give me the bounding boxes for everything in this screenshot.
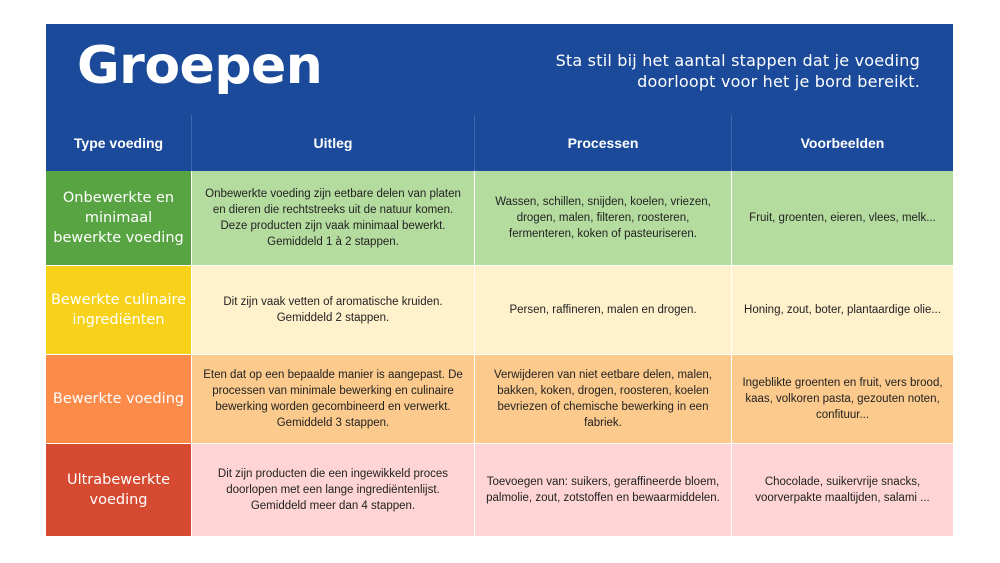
row-uitleg-onbewerkt: Onbewerkte voeding zijn eetbare delen van platen en dieren die rechtstreeks uit de natuur komen. Deze producten zijn vaak minimaal bewerkt. Gemiddeld 1 à 2 stappen.	[192, 171, 475, 266]
row-processen-onbewerkt: Wassen, schillen, snijden, koelen, vriezen, drogen, malen, filteren, roosteren, fermenteren, koken of pasteuriseren.	[475, 171, 732, 266]
groepen-card	[46, 24, 953, 539]
row-voorbeelden-bewerkt: Ingeblikte groenten en fruit, vers brood, kaas, volkoren pasta, gezouten noten, confituur...	[732, 355, 953, 444]
row-type-culinair: Bewerkte culinaire ingrediënten	[46, 266, 192, 355]
row-type-ultrabewerkt: Ultrabewerkte voeding	[46, 444, 192, 537]
row-processen-bewerkt: Verwijderen van niet eetbare delen, malen, bakken, koken, drogen, roosteren, koelen bevriezen of chemische bewerking in een fabriek.	[475, 355, 732, 444]
row-type-bewerkt: Bewerkte voeding	[46, 355, 192, 444]
row-processen-culinair: Persen, raffineren, malen en drogen.	[475, 266, 732, 355]
row-voorbeelden-onbewerkt: Fruit, groenten, eieren, vlees, melk...	[732, 171, 953, 266]
row-voorbeelden-ultrabewerkt: Chocolade, suikervrije snacks, voorverpakte maaltijden, salami ...	[732, 444, 953, 537]
column-header-uitleg: Uitleg	[192, 115, 475, 171]
header-banner	[46, 24, 953, 115]
voeding-table	[46, 115, 953, 537]
row-processen-ultrabewerkt: Toevoegen van: suikers, geraffineerde bloem, palmolie, zout, zotstoffen en bewaarmiddelen.	[475, 444, 732, 537]
row-uitleg-bewerkt: Eten dat op een bepaalde manier is aangepast. De processen van minimale bewerking en culinaire bewerking worden gecombineerd en verwerkt. Gemiddeld 3 stappen.	[192, 355, 475, 444]
row-type-onbewerkt: Onbewerkte en minimaal bewerkte voeding	[46, 171, 192, 266]
row-voorbeelden-culinair: Honing, zout, boter, plantaardige olie...	[732, 266, 953, 355]
row-uitleg-culinair: Dit zijn vaak vetten of aromatische kruiden. Gemiddeld 2 stappen.	[192, 266, 475, 355]
column-header-voorbeelden: Voorbeelden	[732, 115, 953, 171]
page-title: Groepen	[77, 36, 323, 96]
column-header-processen: Processen	[475, 115, 732, 171]
column-header-type: Type voeding	[46, 115, 192, 171]
page-subtitle: Sta stil bij het aantal stappen dat je voeding doorloopt voor het je bord bereikt.	[555, 51, 920, 91]
row-uitleg-ultrabewerkt: Dit zijn producten die een ingewikkeld proces doorlopen met een lange ingrediëntenlijst. Gemiddeld meer dan 4 stappen.	[192, 444, 475, 537]
